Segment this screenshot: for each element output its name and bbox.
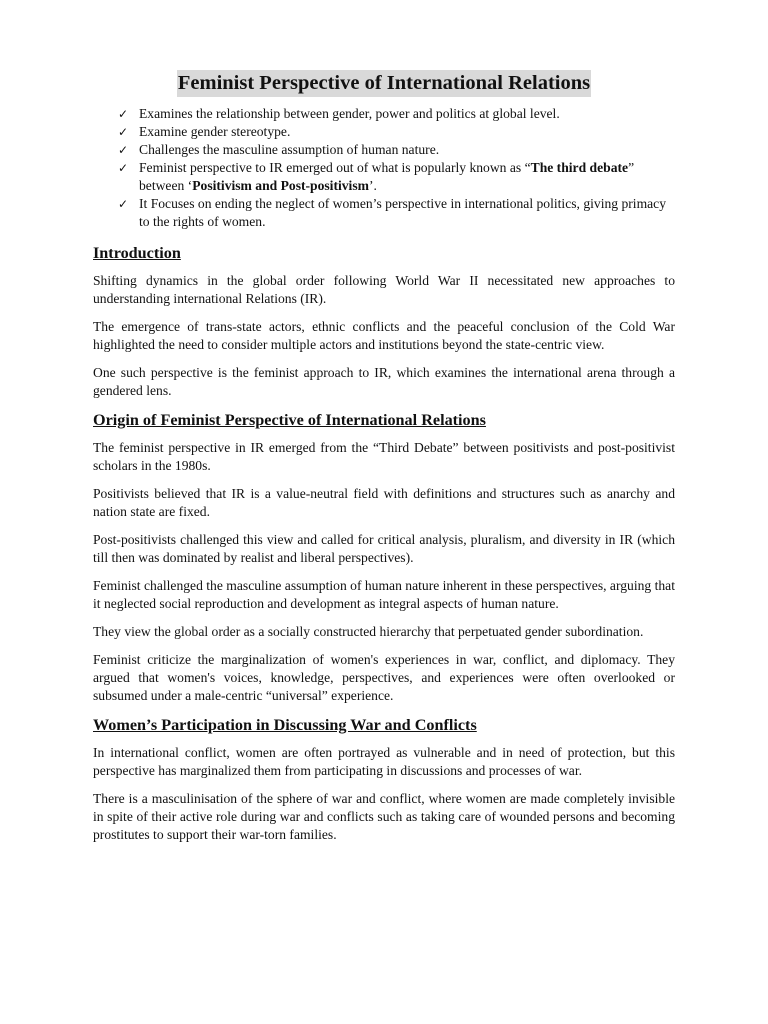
checkmark-icon: ✓ xyxy=(118,197,129,211)
bullet-text: Examine gender stereotype. xyxy=(139,124,291,139)
title-block xyxy=(93,70,675,97)
bullet-text: ” between ‘ xyxy=(139,160,635,193)
bullet-text: Examines the relationship between gender, power and politics at global level. xyxy=(139,106,560,121)
paragraph: They view the global order as a socially constructed hierarchy that perpetuated gender subordination. xyxy=(93,624,644,639)
paragraph: There is a masculinisation of the sphere of war and conflict, where women are made completely invisible in spite of their active role during war and conflicts such as taking care of wounded persons and becoming prostitutes to support their war-torn families. xyxy=(93,791,675,842)
checkmark-icon: ✓ xyxy=(118,161,129,175)
paragraph: In international conflict, women are often portrayed as vulnerable and in need of protection, but this perspective has marginalized them from participating in discussions and processes of war. xyxy=(93,745,675,778)
bullet-text: ’. xyxy=(368,178,377,193)
section-heading: Introduction xyxy=(93,244,181,262)
section-heading: Women’s Participation in Discussing War and Conflicts xyxy=(93,716,477,734)
paragraph: Shifting dynamics in the global order following World War II necessitated new approaches to understanding international Relations (IR). xyxy=(93,273,675,306)
paragraph: One such perspective is the feminist approach to IR, which examines the international arena through a gendered lens. xyxy=(93,365,675,398)
bullet-item xyxy=(93,141,675,159)
bullet-text: Feminist perspective to IR emerged out of what is popularly known as “ xyxy=(139,160,531,175)
checkmark-icon: ✓ xyxy=(118,143,129,157)
paragraph: Post-positivists challenged this view and called for critical analysis, pluralism, and diversity in IR (which till then was dominated by realist and liberal perspectives). xyxy=(93,532,675,565)
section xyxy=(93,715,675,844)
sections-container xyxy=(93,243,675,844)
checkmark-icon: ✓ xyxy=(118,125,129,139)
paragraph: Feminist challenged the masculine assumption of human nature inherent in these perspectives, arguing that it neglected social reproduction and development as integral aspects of human nature. xyxy=(93,578,675,611)
bullet-text: Challenges the masculine assumption of human nature. xyxy=(139,142,440,157)
paragraph: Positivists believed that IR is a value-neutral field with definitions and structures such as anarchy and nation state are fixed. xyxy=(93,486,675,519)
page-title: Feminist Perspective of International Relations xyxy=(177,70,591,97)
bullet-text: It Focuses on ending the neglect of women’s perspective in international politics, giving primacy to the rights of women. xyxy=(139,196,667,229)
paragraph: Feminist criticize the marginalization of women's experiences in war, conflict, and diplomacy. They argued that women's voices, knowledge, perspectives, and experiences were often overlooked or subsumed under a male-centric “universal” experience. xyxy=(93,652,675,703)
section xyxy=(93,410,675,705)
bullet-bold-text: The third debate xyxy=(530,160,629,175)
bullet-item xyxy=(93,105,675,123)
bullet-list xyxy=(93,105,675,231)
bullet-item xyxy=(93,195,675,231)
document-page xyxy=(93,70,675,854)
bullet-bold-text: Positivism and Post-positivism xyxy=(192,178,369,193)
section xyxy=(93,243,675,400)
paragraph: The emergence of trans-state actors, ethnic conflicts and the peaceful conclusion of the Cold War highlighted the need to consider multiple actors and institutions beyond the state-centric view. xyxy=(93,319,675,352)
paragraph: The feminist perspective in IR emerged from the “Third Debate” between positivists and post-positivist scholars in the 1980s. xyxy=(93,440,675,473)
checkmark-icon: ✓ xyxy=(118,107,129,121)
bullet-item xyxy=(93,123,675,141)
section-heading: Origin of Feminist Perspective of International Relations xyxy=(93,411,486,429)
bullet-item xyxy=(93,159,675,195)
